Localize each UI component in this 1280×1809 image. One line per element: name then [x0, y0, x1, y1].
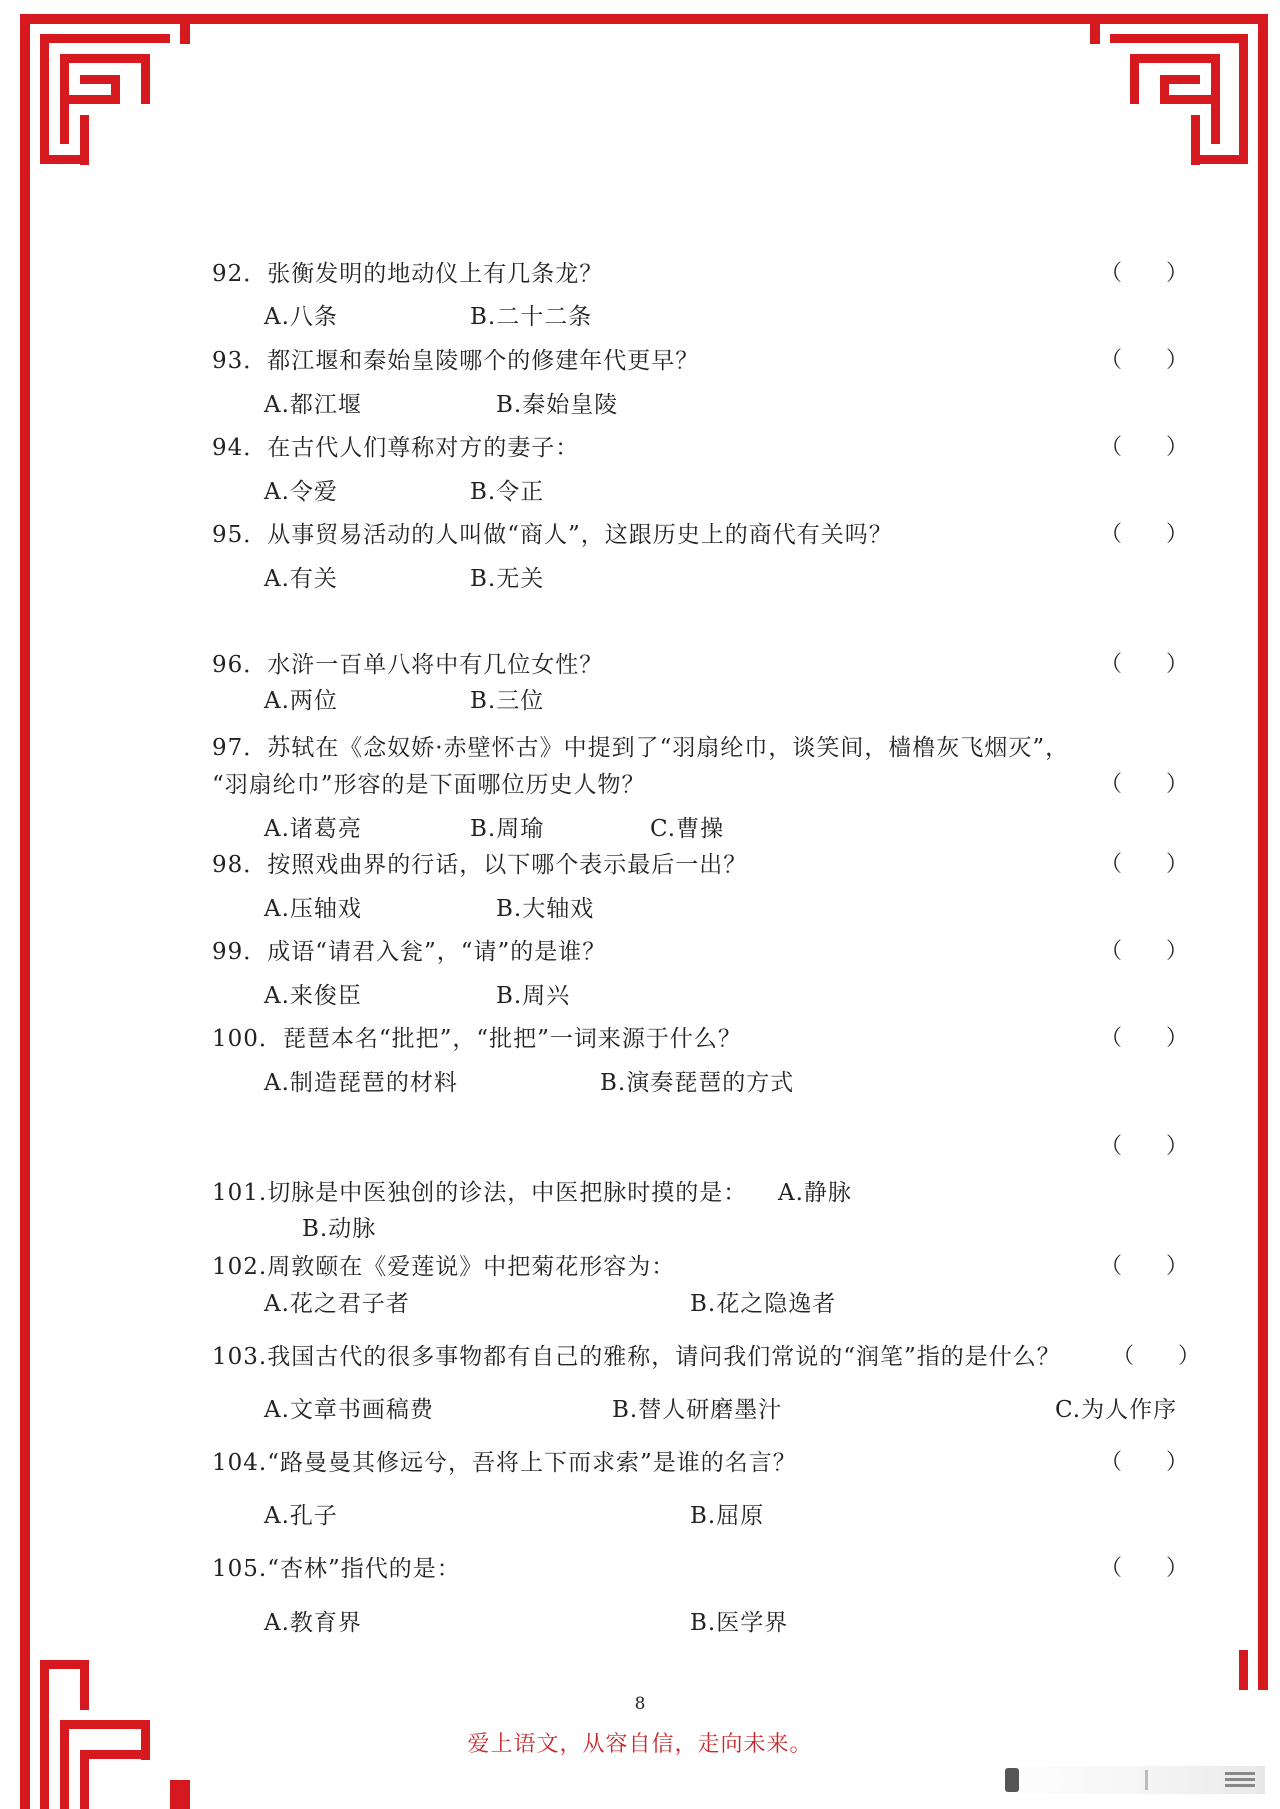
- question-stem: 92．张衡发明的地动仪上有几条龙？: [212, 261, 604, 287]
- option: B.医学界: [690, 1610, 789, 1636]
- question-stem: 104.“路曼曼其修远兮，吾将上下而求索”是谁的名言？: [212, 1450, 797, 1476]
- option: B.大轴戏: [496, 896, 595, 922]
- answer-blank: （ ）: [1100, 1556, 1189, 1581]
- question-stem: 99．成语“请君入瓮”，“请”的是谁？: [212, 939, 607, 965]
- question-stem: 95．从事贸易活动的人叫做“商人”，这跟历史上的商代有关吗？: [212, 522, 893, 548]
- answer-blank: （ ）: [1100, 939, 1189, 964]
- question-stem: 105.“杏林”指代的是：: [212, 1556, 461, 1582]
- question-stem: 102.周敦颐在《爱莲说》中把菊花形容为：: [212, 1254, 676, 1280]
- question-stem: 101.切脉是中医独创的诊法，中医把脉时摸的是：: [212, 1180, 748, 1206]
- question-stem: 103.我国古代的很多事物都有自己的雅称，请问我们常说的“润笔”指的是什么？: [212, 1344, 1061, 1370]
- answer-blank: （ ）: [1100, 522, 1189, 547]
- question-stem: 100．琵琶本名“批把”，“批把”一词来源于什么？: [212, 1026, 742, 1052]
- option: A.来俊臣: [264, 983, 362, 1009]
- option: A.两位: [264, 688, 338, 714]
- option: A.令爱: [264, 479, 338, 505]
- option: B.二十二条: [470, 304, 593, 330]
- option: B.周兴: [496, 983, 571, 1009]
- answer-blank: （ ）: [1100, 261, 1189, 286]
- question-stem: 97．苏轼在《念奴娇·赤壁怀古》中提到了“羽扇纶巾，谈笑间，樯橹灰飞烟灭”，: [212, 735, 1070, 761]
- option: A.花之君子者: [264, 1291, 410, 1317]
- answer-blank: （ ）: [1100, 348, 1189, 373]
- question-stem: 93．都江堰和秦始皇陵哪个的修建年代更早？: [212, 348, 700, 374]
- question-stem: 96．水浒一百单八将中有几位女性？: [212, 652, 604, 678]
- option: A.教育界: [264, 1610, 362, 1636]
- option: B.演奏琵琶的方式: [600, 1070, 795, 1096]
- answer-blank: （ ）: [1100, 1254, 1189, 1279]
- option: A.静脉: [778, 1180, 852, 1206]
- option: C.曹操: [650, 816, 725, 842]
- scroll-indicator-icon[interactable]: [905, 1760, 1265, 1800]
- answer-blank: （ ）: [1112, 1344, 1201, 1369]
- option: B.周瑜: [470, 816, 545, 842]
- answer-blank: （ ）: [1100, 772, 1189, 797]
- question-stem-continued: “羽扇纶巾”形容的是下面哪位历史人物？: [212, 772, 646, 798]
- option: B.动脉: [302, 1216, 377, 1242]
- option: B.替人研磨墨汁: [612, 1397, 783, 1423]
- option: B.屈原: [690, 1503, 765, 1529]
- question-stem: 94．在古代人们尊称对方的妻子：: [212, 435, 580, 461]
- option: B.秦始皇陵: [496, 392, 619, 418]
- option: A.孔子: [264, 1503, 338, 1529]
- option: B.无关: [470, 566, 545, 592]
- page-number: 8: [634, 1694, 646, 1714]
- answer-blank: （ ）: [1100, 1450, 1189, 1475]
- answer-blank: （ ）: [1100, 652, 1189, 677]
- option: B.花之隐逸者: [690, 1291, 837, 1317]
- option: A.压轴戏: [264, 896, 362, 922]
- option: B.三位: [470, 688, 545, 714]
- option: A.有关: [264, 566, 338, 592]
- option: A.都江堰: [264, 392, 362, 418]
- option: A.诸葛亮: [264, 816, 362, 842]
- footer-motto: 爱上语文，从容自信，走向未来。: [467, 1732, 813, 1757]
- answer-blank: （ ）: [1100, 435, 1189, 460]
- option: A.制造琵琶的材料: [264, 1070, 458, 1096]
- option: C.为人作序: [1055, 1397, 1178, 1423]
- option: B.令正: [470, 479, 545, 505]
- question-stem: 98．按照戏曲界的行话，以下哪个表示最后一出？: [212, 852, 748, 878]
- option: A.文章书画稿费: [264, 1397, 434, 1423]
- answer-blank: （ ）: [1100, 1026, 1189, 1051]
- answer-blank: （ ）: [1100, 1134, 1189, 1159]
- answer-blank: （ ）: [1100, 852, 1189, 877]
- option: A.八条: [264, 304, 338, 330]
